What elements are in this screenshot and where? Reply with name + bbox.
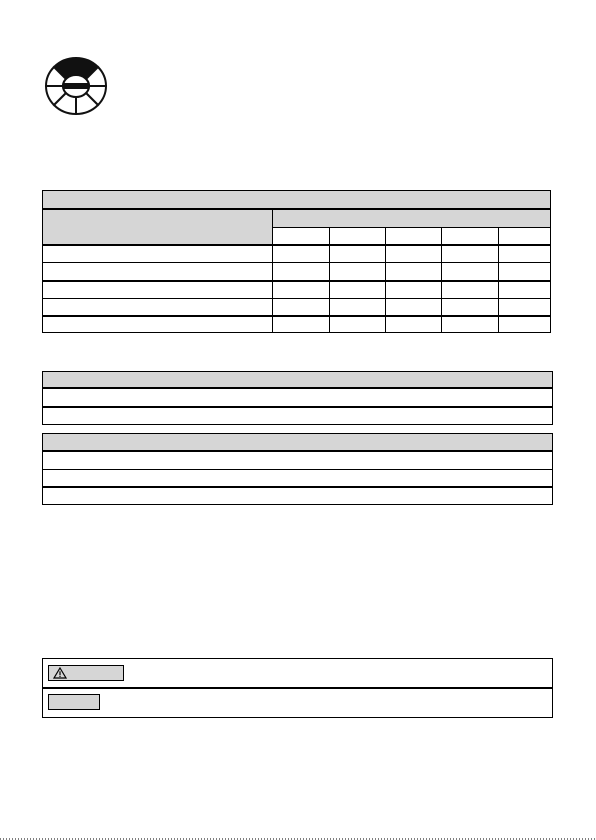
caution-text	[131, 665, 541, 681]
spec-sub-header-5	[499, 228, 550, 245]
list-item	[47, 471, 547, 485]
table-row	[47, 283, 267, 297]
caution-label	[48, 665, 124, 681]
warning-triangle-icon	[53, 667, 67, 679]
table-row	[47, 301, 267, 315]
table-row	[47, 265, 267, 279]
list-item	[47, 453, 547, 467]
spec-table-left-header	[43, 210, 272, 245]
list-item	[47, 390, 547, 405]
spec-table-title	[43, 191, 550, 209]
table-row	[47, 318, 267, 332]
spec-sub-header-3	[386, 228, 441, 245]
info-table-c	[42, 433, 553, 505]
steering-wheel-segment-icon	[40, 55, 112, 117]
list-item	[47, 489, 547, 503]
notice-box	[42, 658, 553, 718]
note-text	[107, 694, 541, 710]
spec-sub-header-1	[273, 228, 329, 245]
table-row	[47, 247, 267, 261]
note-label	[48, 694, 100, 710]
spec-table-group-header	[273, 210, 550, 227]
spec-sub-header-4	[442, 228, 498, 245]
page-bottom-edge	[0, 833, 596, 840]
info-table-b-header	[43, 372, 552, 388]
info-table-b	[42, 371, 553, 425]
spec-sub-header-2	[330, 228, 385, 245]
info-table-c-header	[43, 434, 552, 451]
list-item	[47, 409, 547, 424]
spec-table	[42, 190, 551, 333]
